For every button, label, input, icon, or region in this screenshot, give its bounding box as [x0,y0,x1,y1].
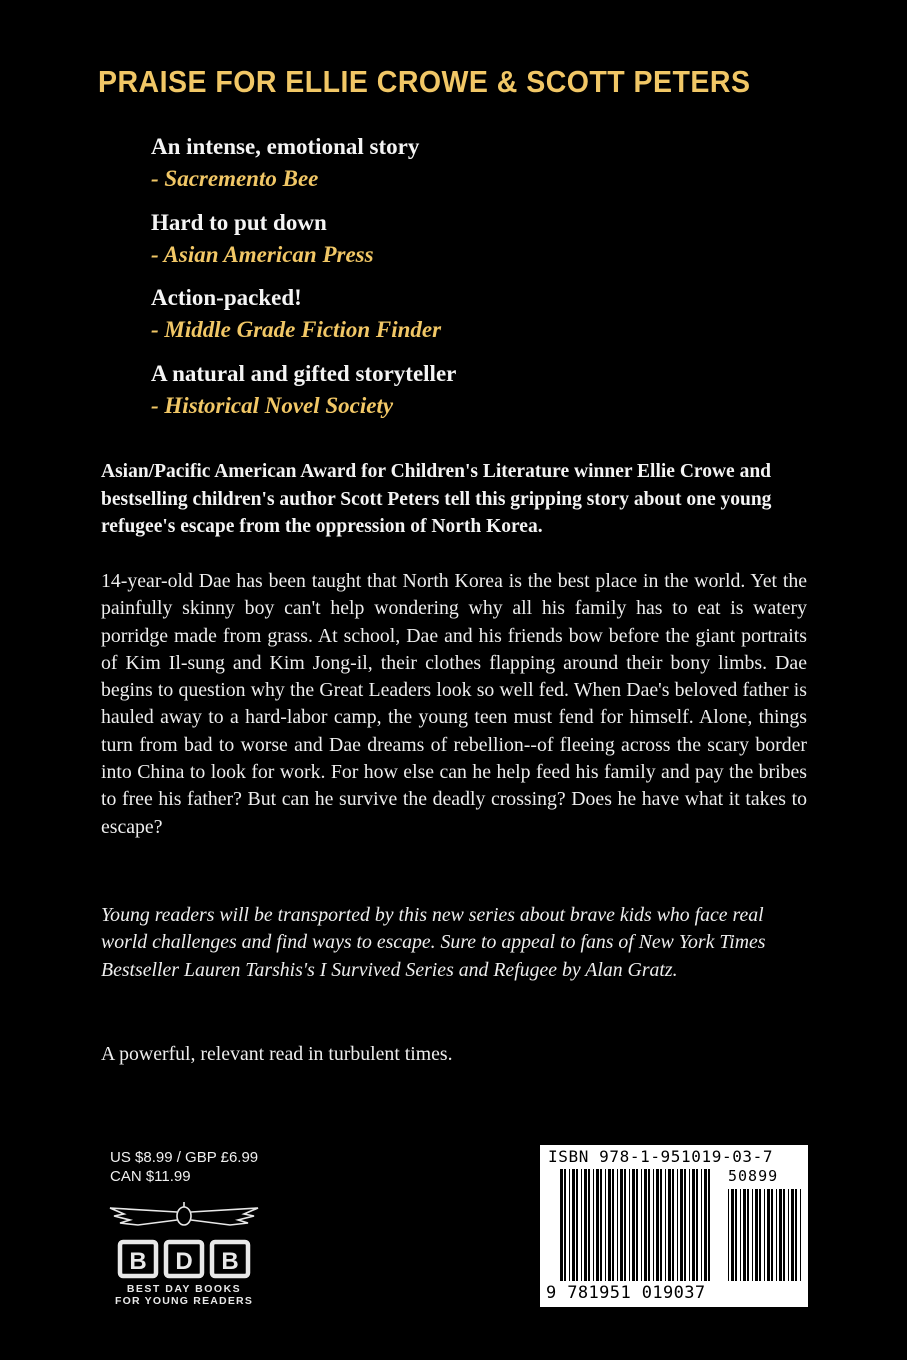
barcode-bar [612,1169,614,1281]
praise-item [151,131,851,207]
barcode-bar [735,1189,737,1281]
logo-letter-d: D [175,1248,193,1275]
praise-quote: A natural and gifted storyteller [151,360,457,386]
barcode-bar [648,1169,650,1281]
praise-list [151,131,851,433]
barcode-bar [600,1169,602,1281]
praise-heading: PRAISE FOR ELLIE CROWE & SCOTT PETERS [98,64,751,99]
barcode-bar [608,1169,611,1281]
logo-line1: BEST DAY BOOKS [126,1283,242,1295]
barcode-bar [743,1189,746,1281]
praise-quote: Action-packed! [151,285,302,310]
barcode-bar [624,1169,626,1281]
barcode-bar [791,1189,794,1281]
barcode-bar [620,1169,623,1281]
praise-item [151,358,851,434]
barcode-bar [660,1169,662,1281]
barcode-bar [747,1189,749,1281]
praise-source: - Sacremento Bee [151,166,319,191]
barcode-bar [560,1169,563,1281]
logo-line2: FOR YOUNG READERS [114,1295,254,1307]
barcode-bar [584,1169,587,1281]
publisher-logo [104,1196,264,1308]
barcode-bar [680,1169,683,1281]
barcode-bar [576,1169,578,1281]
price-us-gbp: US $8.99 / GBP £6.99 [110,1149,259,1166]
barcode-bar [728,1189,729,1281]
barcode-bar [572,1169,575,1281]
barcode-bar [605,1169,606,1281]
barcode-bar [672,1169,674,1281]
barcode-bar [708,1169,710,1281]
ean-digits: 9 781951 019037 [546,1283,706,1303]
praise-quote: Hard to put down [151,209,327,235]
barcode-bar [704,1169,707,1281]
barcode-bar [776,1189,777,1281]
barcode-bar [731,1189,734,1281]
price-block [110,1148,258,1186]
synopsis-text: 14-year-old Dae has been taught that North Korea is the best place in the world. Yet the painfully skinny boy can't help wondering why all his family has to eat is watery porridge made from grass. At school, Dae and his friends bow before the giant portraits of Kim Il-sung and Kim Jong-il, their clothes flapping around their bony limbs. Dae begins to question why the Great Leaders look so well fed. When Dae's beloved father is hauled away to a hard-labor camp, the young teen must fend for himself. Alone, things turn from bad to worse and Dae dreams of rebellion--of fleeing across the scary border into China to look for work. For how else can he help feed his family and pay the bribes to free his father? But can he survive the deadly crossing? Does he have what it takes to escape? [101,570,807,838]
barcode-bar [684,1169,686,1281]
praise-quote: An intense, emotional story [151,134,420,159]
logo-letter-b2: B [221,1248,239,1275]
price-can: CAN $11.99 [110,1168,191,1185]
barcode-bar [632,1169,635,1281]
praise-source: - Asian American Press [151,241,374,267]
barcode-bar [641,1169,642,1281]
barcode-bar [653,1169,654,1281]
praise-item [151,282,851,358]
barcode-bar [696,1169,698,1281]
barcode-bar [665,1169,666,1281]
barcode-bar [677,1169,678,1281]
barcode-bar [740,1189,741,1281]
barcode-bar [617,1169,618,1281]
isbn-label: ISBN 978-1-951019-03-7 [548,1147,774,1166]
logo-letter-b: B [129,1248,147,1275]
barcode-bar [564,1169,566,1281]
barcode-bar [755,1189,758,1281]
barcode-bar [800,1189,801,1281]
barcode-bar [788,1189,789,1281]
barcode-bar [636,1169,638,1281]
barcode-bar [764,1189,765,1281]
barcode-bar [668,1169,671,1281]
price-addon-digits: 50899 [728,1167,779,1185]
barcode-bar [779,1189,782,1281]
closing-line: A powerful, relevant read in turbulent times. [101,1043,453,1065]
barcode-bar [783,1189,785,1281]
barcode-bar [596,1169,599,1281]
barcode-bar [581,1169,582,1281]
barcode-bar [569,1169,570,1281]
winged-scarab-icon [110,1202,258,1225]
barcode-bar [771,1189,773,1281]
isbn-barcode [540,1145,808,1307]
praise-source: - Historical Novel Society [151,392,394,418]
barcode-bar [644,1169,647,1281]
barcode-bar [759,1189,761,1281]
award-blurb: Asian/Pacific American Award for Children's Literature winner Ellie Crowe and bestselling children's author Scott Peters tell this gripping story about one young refugee's escape from the oppression of North Korea. [101,461,772,537]
praise-source: - Middle Grade Fiction Finder [151,317,442,342]
barcode-bar [795,1189,797,1281]
barcode-bar [701,1169,702,1281]
barcode-bar [689,1169,690,1281]
barcode-bar [593,1169,594,1281]
series-blurb: Young readers will be transported by this new series about brave kids who face real world challenges and find ways to escape. Sure to appeal to fans of New York Times Bestseller Lauren Tarshis's I Survived Series and Refugee by Alan Gratz. [101,904,766,981]
barcode-bar [588,1169,590,1281]
barcode-bar [752,1189,753,1281]
barcode-bar [656,1169,659,1281]
barcode-bar [692,1169,695,1281]
barcode-bar [767,1189,770,1281]
praise-item [151,207,851,283]
barcode-bar [629,1169,630,1281]
